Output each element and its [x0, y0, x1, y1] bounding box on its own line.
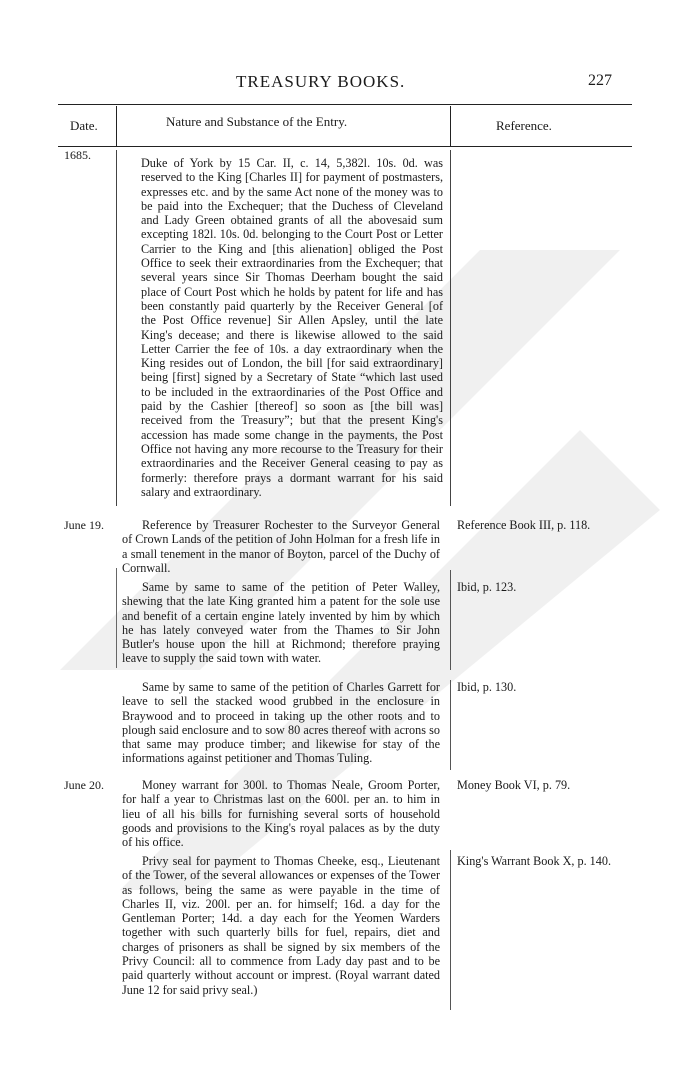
mid-text-rule	[116, 568, 117, 668]
header-date: Date.	[70, 118, 98, 133]
first-entry-ref-rule	[450, 150, 451, 506]
entry-date: June 20.	[64, 778, 104, 792]
entry-reference: Ibid, p. 130.	[457, 680, 517, 694]
entry-text: Reference by Treasurer Rochester to the Surveyor General of Crown Lands of the petition of John Holman for a fresh life in a small tenement in the manor of Boyton, parcel of the Duchy of Cornwall.	[122, 518, 440, 575]
reference-column-divider	[450, 106, 451, 146]
header-top-rule	[58, 104, 632, 105]
entry-reference: Money Book VI, p. 79.	[457, 778, 571, 792]
page-number: 227	[588, 72, 612, 89]
header-nature: Nature and Substance of the Entry.	[166, 114, 348, 129]
header-bottom-rule	[58, 146, 632, 147]
running-title: TREASURY BOOKS.	[236, 72, 406, 91]
mid-ref-rule-1	[450, 570, 451, 670]
entry-reference: King's Warrant Book X, p. 140.	[457, 854, 611, 868]
entry-text: Same by same to same of the petition of Charles Garrett for leave to sell the stacked wood grubbed in the enclosure in Braywood and to proceed in taking up the other roots and to plough said enclosure and to sow 80 acres thereof with acrons so that same may produce timber; and likewise for stay of the informations against petitioner and Thomas Tuling.	[122, 680, 440, 766]
entry-date: June 19.	[64, 518, 104, 532]
entry-date: 1685.	[64, 148, 91, 162]
date-column-divider	[116, 106, 117, 146]
entry-text: Same by same to same of the petition of Peter Walley, shewing that the late King granted him a patent for the sole use and benefit of a certain engine lately invented by him by which he has lately conveyed water from the Thames to Sir John Butler's house upon the hill at Richmond; therefore praying leave to supply the said town with water.	[122, 580, 440, 666]
entry-text: Duke of York by 15 Car. II, c. 14, 5,382l. 10s. 0d. was reserved to the King [Charles II] for payment of postmasters, expresses etc. and by the same Act none of the money was to be paid into the Exchequer; that the Duchess of Cleveland and Lady Green obtained grants of all the abovesaid sum excepting 182l. 10s. 0d. belonging to the Court Post or Letter Carrier to the King and [this alienation] obliged the Post Office to seek their extraordinaries from the Exchequer; that several years since Sir Thomas Deerham bought the said place of Court Post which he holds by patent for life and has been constantly paid quarterly by the Receiver General [of the Post Office revenue] Sir Allen Apsley, until the late King's decease; and there is likewise allowed to the said Letter Carrier the fee of 10s. a day extraordinary when the King resides out of London, the bill [for said extraordinary] being [first] signed by a Secretary of State “which last used to be included in the extraordinaries of the Post Office and paid by the Cashier [thereof] so soon as [the bill was] received from the Treasury”; but that the present King's accession has made some change in the payments, the Post Office not having any more recourse to the Treasury for their extraordinaries and the Receiver General ceasing to pay as formerly: therefore prays a dormant warrant for his said salary and extraordinary.	[141, 156, 443, 499]
entry-text: Privy seal for payment to Thomas Cheeke, esq., Lieutenant of the Tower, of the several allowances or expenses of the Tower as follows, being the same as were payable in the time of Charles II, viz. 200l. per an. for himself; 16d. a day for the Gentleman Porter; 14d. a day each for the Yeomen Warders together with such quarterly bills for fuel, repairs, diet and charges of prisoners as shall be signed by six members of the Privy Council: all to commence from Lady day past and to be paid quarterly without account or imprest. (Royal warrant dated June 12 for said privy seal.)	[122, 854, 440, 997]
last-ref-rule	[450, 850, 451, 1010]
entry-reference: Ibid, p. 123.	[457, 580, 517, 594]
first-entry-date-rule	[116, 150, 117, 506]
entry-reference: Reference Book III, p. 118.	[457, 518, 591, 532]
mid-ref-rule-2	[450, 680, 451, 770]
running-head	[0, 72, 673, 96]
entry-text: Money warrant for 300l. to Thomas Neale, Groom Porter, for half a year to Christmas last on the 600l. per an. to him in lieu of all his bills for furnishing several sorts of household goods and provisions to the King's royal palaces as by the duty of his office.	[122, 778, 440, 850]
header-reference: Reference.	[496, 118, 552, 133]
